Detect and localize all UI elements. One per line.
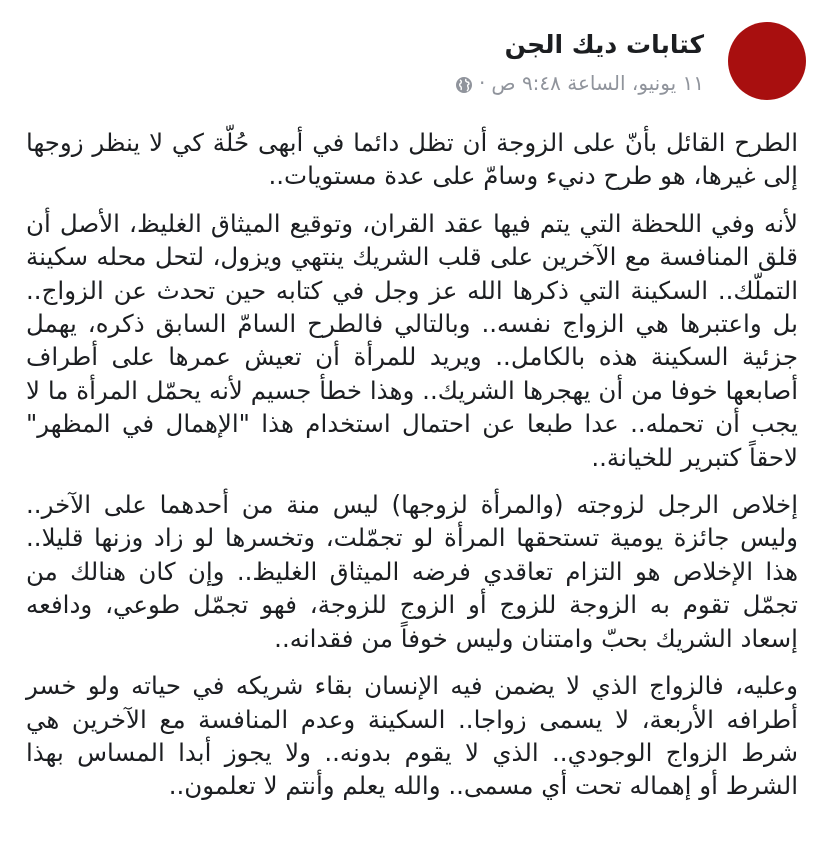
post-paragraph: الطرح القائل بأنّ على الزوجة أن تظل دائما في أبهى حُلّة كي لا ينظر زوجها إلى غيرها، هو طرح دنيء وسامّ على عدة مستويات.. xyxy=(26,128,798,191)
post-paragraph: وعليه، فالزواج الذي لا يضمن فيه الإنسان بقاء شريكه في حياته ولو خسر أطرافه الأربعة، لا يسمى زواجا.. السكينة وعدم المنافسة مع الآخرين هي شرط الزواج الوجودي.. الذي لا يقوم بدونه.. ولا يجوز أبدا المساس بهذا الشرط أو إهماله تحت أي مسمى.. والله يعلم وأنتم لا تعلمون.. xyxy=(26,671,798,801)
post-header xyxy=(22,22,806,104)
author-name[interactable]: كتابات ديك الجن xyxy=(504,30,704,59)
post-paragraph: إخلاص الرجل لزوجته (والمرأة لزوجها) ليس منة من أحدهما على الآخر.. وليس جائزة يومية تستحقها المرأة لو تجمّلت، وتخسرها لو زاد وزنها قليلا.. هذا الإخلاص هو التزام تعاقدي فرضه الميثاق الغليظ.. وإن كان هنالك من تجمّل تقوم به الزوجة للزوج أو الزوج للزوجة، فهو تجمّل طوعي، ودافعه إسعاد الشريك بحبّ وامتنان وليس خوفاً من فقدانه.. xyxy=(26,490,798,653)
avatar[interactable] xyxy=(728,22,806,100)
meta-separator: · xyxy=(479,71,486,95)
post-paragraph: لأنه وفي اللحظة التي يتم فيها عقد القران، وتوقيع الميثاق الغليظ، الأصل أن قلق المنافسة مع الآخرين على قلب الشريك ينتهي ويزول، لتحل محله سكينة التملّك.. السكينة التي ذكرها الله عز وجل في كتابه حين تحدث عن الزواج.. بل واعتبرها هي الزواج نفسه.. وبالتالي فالطرح السامّ السابق ذكره، يهمل جزئية السكينة هذه بالكامل.. ويريد للمرأة أن تعيش عمرها على أطراف أصابعها خوفا من أن يهجرها الشريك.. وهذا خطأ جسيم لأنه يحمّل المرأة ما لا يجب أن تحمله.. عدا طبعا عن احتمال استخدام هذا "الإهمال في المظهر" لاحقاً كتبرير للخيانة.. xyxy=(26,208,798,472)
post-timestamp[interactable]: ١١ يونيو، الساعة ٩:٤٨ ص xyxy=(491,71,704,95)
globe-icon[interactable] xyxy=(455,74,473,92)
post-meta xyxy=(455,70,704,96)
post-body xyxy=(26,126,798,817)
